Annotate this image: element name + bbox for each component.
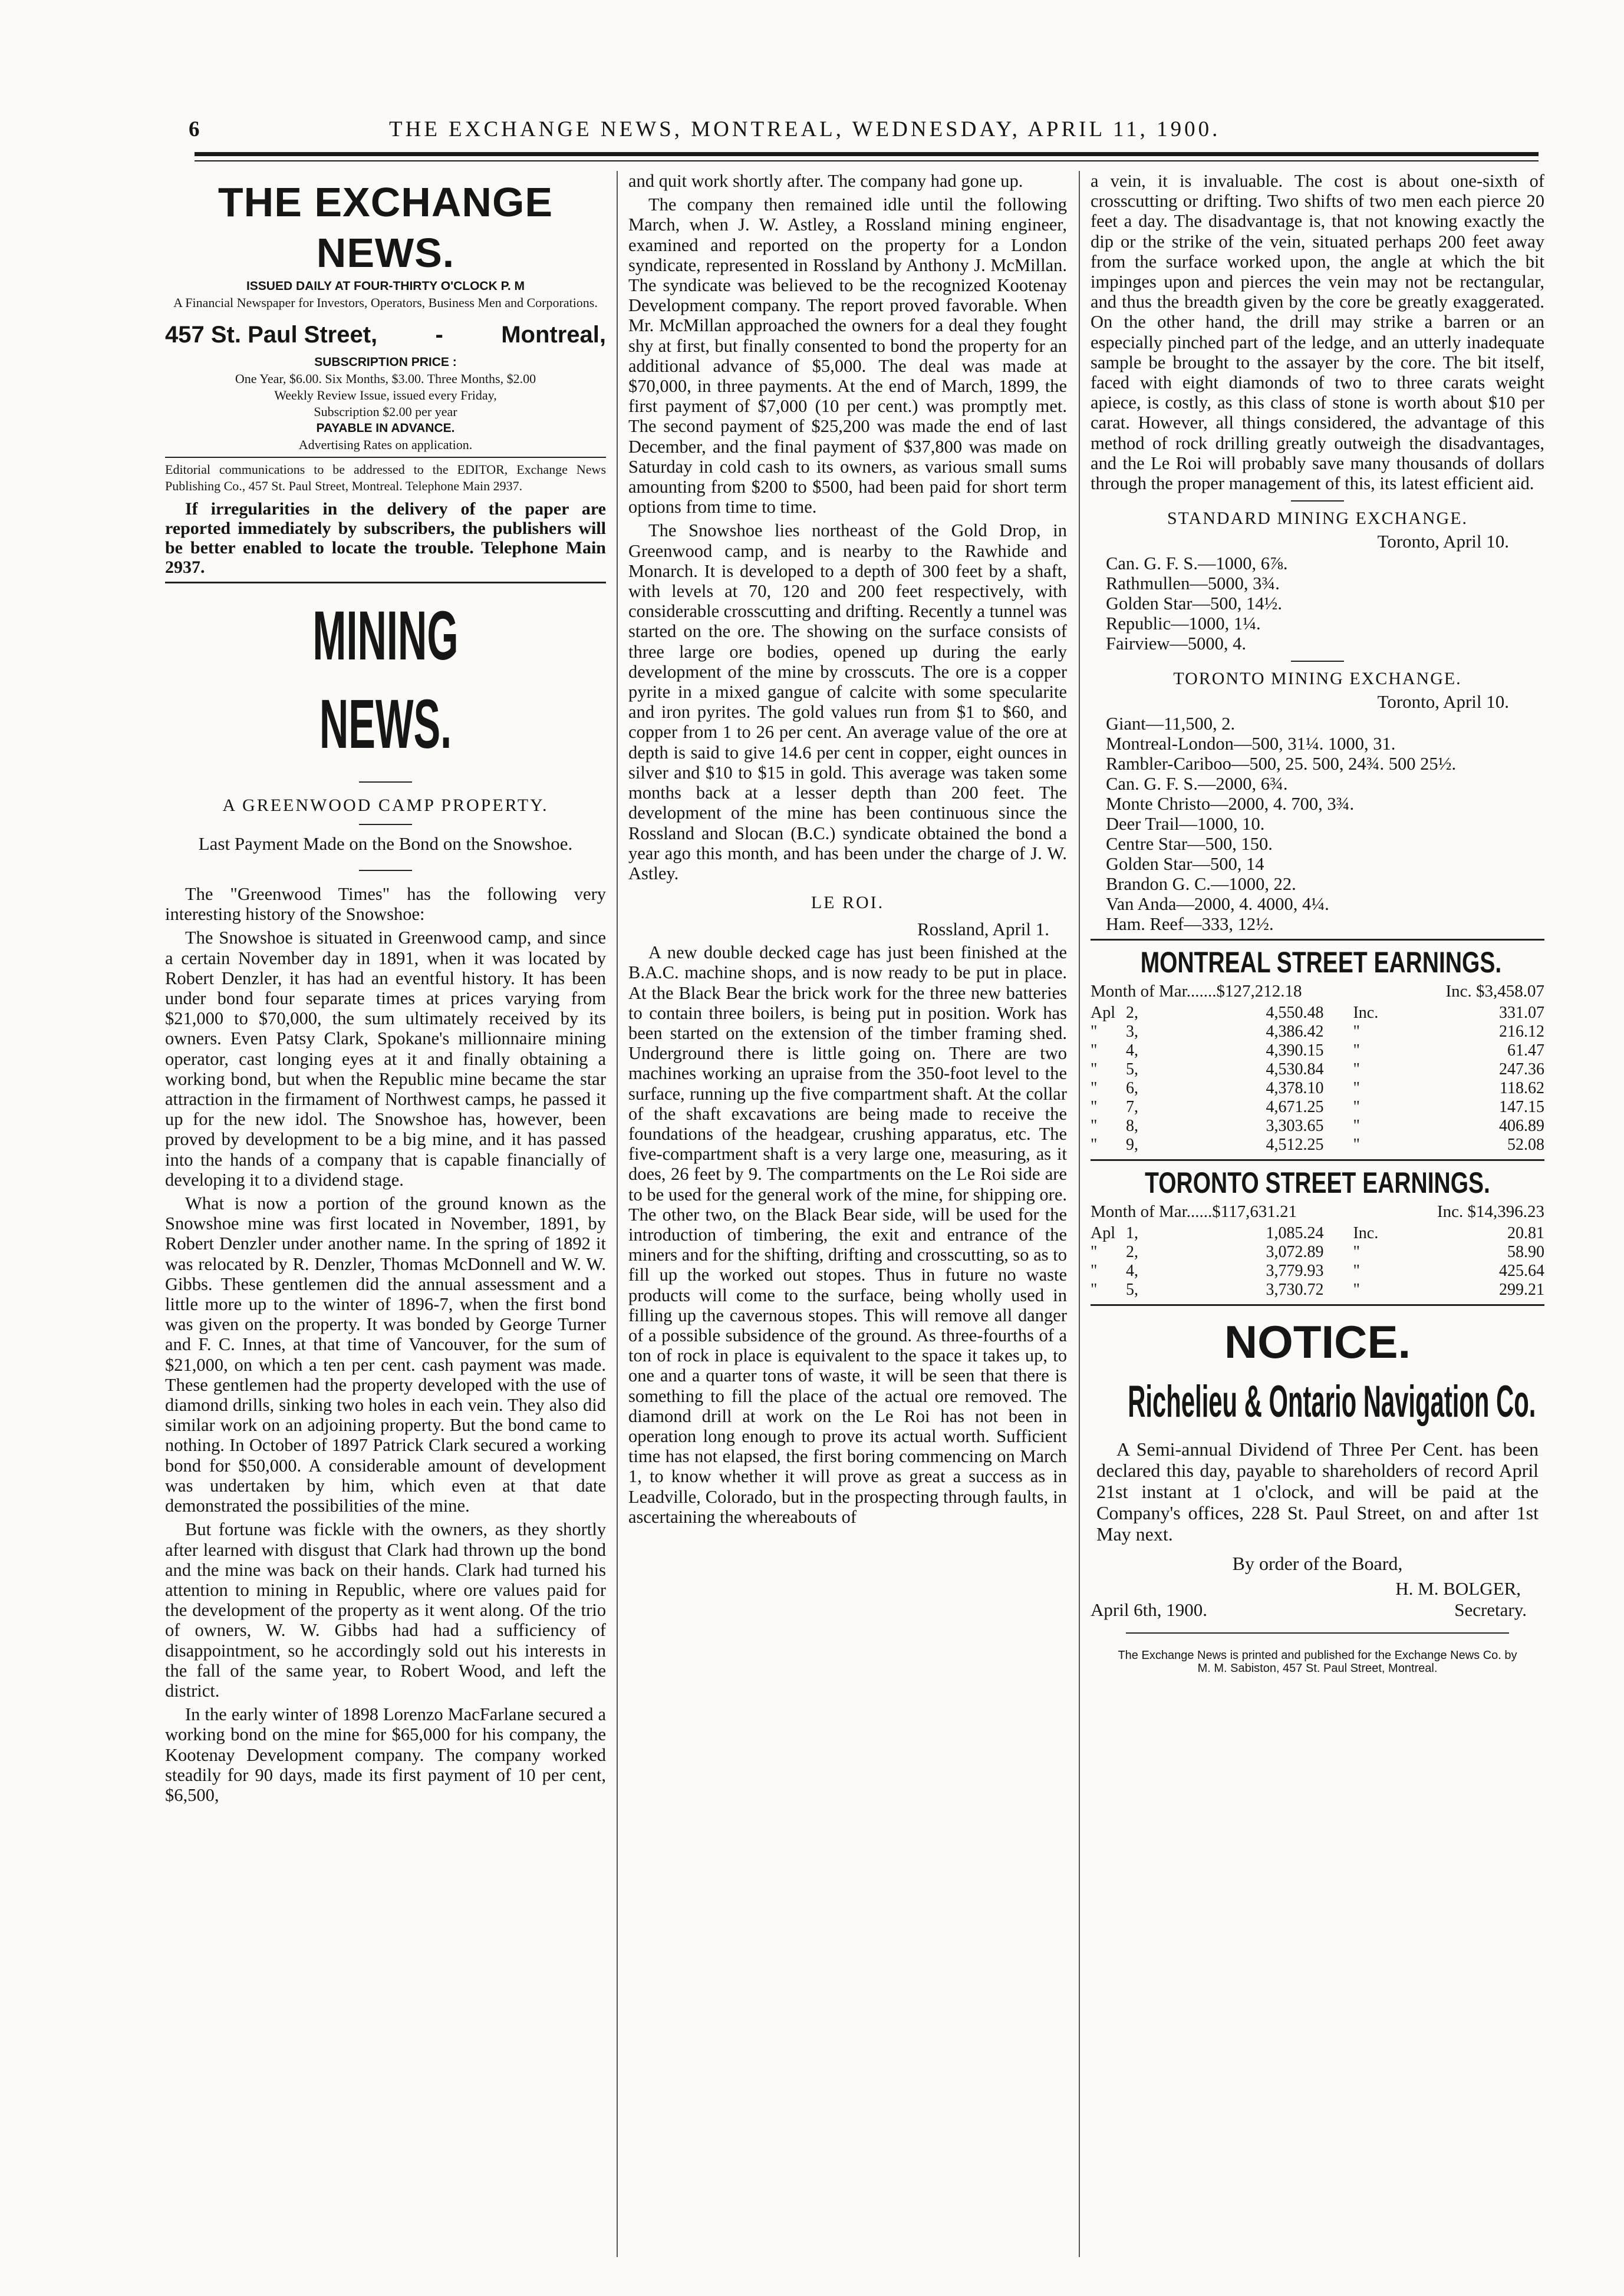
row-month: " — [1091, 1060, 1098, 1079]
row-amount: 3,303.65 — [1266, 1117, 1324, 1136]
notice-heading: NOTICE. — [1224, 1316, 1411, 1368]
earnings-row — [1091, 1281, 1544, 1299]
running-head — [177, 117, 1480, 146]
row-amount: 4,512.25 — [1266, 1136, 1324, 1154]
notice-body: A Semi-annual Dividend of Three Per Cent. has been declared this day, payable to shareholders of record April 21st instant at 1 o'clock, and will be paid at the Company's offices, 228 St. Paul Street, on and after 1st May next. — [1096, 1439, 1539, 1545]
article-paragraph: In the early winter of 1898 Lorenzo MacFarlane secured a working bond on the mine for $65,000 for his company, the Kootenay Development company. The company worked steadily for 90 days, made its first payment of 10 per cent, $6,500, — [165, 1704, 606, 1805]
quote-line: Golden Star—500, 14 — [1106, 854, 1264, 875]
short-rule — [1291, 500, 1344, 502]
notice-company: Richelieu & Ontario Navigation Co. — [1128, 1377, 1536, 1427]
irregularities-notice: If irregularities in the delivery of the paper are reported immediately by subscribers, the publishers will be better enabled to locate the trouble. Telephone Main 2937. — [165, 499, 606, 577]
montreal-earnings-month — [1091, 982, 1544, 1001]
quote-line: Fairview—5000, 4. — [1106, 634, 1247, 654]
row-month: " — [1091, 1041, 1098, 1060]
article-paragraph: But fortune was fickle with the owners, as they shortly after learned with disgust that Clark had thrown up the bond and the mine was back on their hands. Clark had turned his attention to mining in Republic, where ore values paid for the development of the property as it went along. Of the trio of owners, W. W. Gibbs had had a sufficiency of disappointment, so he accordingly sold out his interests in the fall of the same year, to Robert Wood, and left the district. — [165, 1519, 606, 1701]
column-divider — [617, 171, 618, 2257]
le-roi-dateline: Rossland, April 1. — [917, 919, 1049, 940]
le-roi-headline: LE ROI. — [811, 893, 885, 913]
row-day: 5, — [1126, 1281, 1138, 1299]
section-title-mining-news: MINING NEWS. — [312, 597, 459, 763]
row-amount: 4,390.15 — [1266, 1041, 1324, 1060]
rule — [1091, 939, 1544, 941]
montreal-earnings-table — [1091, 1004, 1544, 1154]
row-inc-label: Inc. — [1353, 1224, 1379, 1243]
row-day: 4, — [1126, 1041, 1138, 1060]
address-dash: - — [435, 322, 443, 348]
row-inc-label: " — [1353, 1136, 1360, 1154]
standard-exchange-date: Toronto, April 10. — [1377, 531, 1509, 552]
imprint: The Exchange News is printed and published for the Exchange News Co. by M. M. Sabiston, 457 St. Paul Street, Montreal. — [1118, 1649, 1517, 1675]
quote-line: Rathmullen—5000, 3¾. — [1106, 573, 1280, 594]
notice-signatory: H. M. BOLGER, — [1395, 1578, 1521, 1599]
row-month: Apl — [1091, 1224, 1115, 1243]
row-amount: 4,378.10 — [1266, 1079, 1324, 1098]
article-paragraph: What is now a portion of the ground known as the Snowshoe mine was first located in November, 1891, by Robert Denzler under another name. In the spring of 1892 it was relocated by R. Denzler, Thomas McDonnell and W. W. Gibbs. These gentlemen did the annual assessment and a little more up to the winter of 1896-7, when the first bond was given on the property. It was bonded by George Turner and F. C. Innes, at that time of Vancouver, for the sum of $21,000, on which a ten per cent. cash payment was made. These gentlemen had the property developed with the use of diamond drills, sinking two holes in each vein. They also did similar work on an adjoining property. But the bond came to nothing. In October of 1897 Patrick Clark secured a working bond for $50,000. A considerable amount of development was undertaken by him, which even at that date demonstrated the possibilities of the mine. — [165, 1193, 606, 1516]
row-amount: 4,530.84 — [1266, 1060, 1324, 1079]
row-month: " — [1091, 1136, 1098, 1154]
row-increase: 331.07 — [1499, 1004, 1544, 1022]
earnings-row — [1091, 1262, 1544, 1281]
row-increase: 20.81 — [1507, 1224, 1544, 1243]
row-amount: 1,085.24 — [1266, 1224, 1324, 1243]
row-increase: 425.64 — [1499, 1262, 1544, 1281]
column-2 — [628, 171, 1067, 2263]
row-increase: 247.36 — [1499, 1060, 1544, 1079]
row-inc-label: Inc. — [1353, 1004, 1379, 1022]
article-paragraph: The Snowshoe is situated in Greenwood camp, and since a certain November day in 1891, when it was located by Robert Denzler, it has had an eventful history. It has been under bond four separate times at prices varying from $21,000 to $70,000, the sum ultimately received by its owners. Even Patsy Clark, Spokane's millionnaire mining operator, cast longing eyes at it and finally obtaining a working bond, but when the Republic mine became the star attraction in the firmament of Northwest camps, he passed it up for the new idol. The Snowshoe has, however, been proved by development to be a big mine, and it has passed into the hands of a company that is capable financially of developing it to a dividend stage. — [165, 928, 606, 1190]
quote-line: Can. G. F. S.—1000, 6⅞. — [1106, 553, 1288, 574]
rule — [1126, 1632, 1509, 1634]
toronto-exchange-title: TORONTO MINING EXCHANGE. — [1173, 669, 1462, 689]
toronto-earnings-title: TORONTO STREET EARNINGS. — [1145, 1166, 1490, 1200]
row-day: 6, — [1126, 1079, 1138, 1098]
row-day: 9, — [1126, 1136, 1138, 1154]
subscription-prices: One Year, $6.00. Six Months, $3.00. Three Months, $2.00 — [235, 371, 536, 386]
quote-line: Deer Trail—1000, 10. — [1106, 814, 1265, 834]
row-inc-label: " — [1353, 1079, 1360, 1098]
article-headline: A GREENWOOD CAMP PROPERTY. — [222, 796, 549, 815]
row-amount: 4,550.48 — [1266, 1004, 1324, 1022]
row-increase: 216.12 — [1499, 1022, 1544, 1041]
running-title: THE EXCHANGE NEWS, MONTREAL, WEDNESDAY, APRIL 11, 1900. — [389, 117, 1221, 141]
quote-line: Brandon G. C.—1000, 22. — [1106, 874, 1296, 895]
article-paragraph: A new double decked cage has just been finished at the B.A.C. machine shops, and is now ready to be put in place. At the Black Bear the brick work for the three new batteries to contain three boilers, is being put in position. Work has been started on the extension of the timber framing shed. Underground there is little going on. There are two machines working an upraise from the 350-foot level to the surface, running up the five compartment shaft. At the collar of the shaft excavations are being made to receive the foundations of the headgear, crushing apparatus, etc. The five-compartment shaft is a very large one, measuring, as it does, 26 feet by 9. The compartments on the Le Roi side are to be used for the general work of the mine, for shipping ore. The other two, on the Black Bear side, will be used for the introduction of timbering, the exit and entrance of the miners and for the shifting, drifting and crosscutting, so as to fill up the worked out stopes. Thus in future no waste products will come to the surface, being wholly used in filling up the cavernous stopes. This will remove all danger of a possible subsidence of the ground. As three-fourths of a ton of rock in place is equivalent to the space it takes up, to one and a quarter tons of waste, it will be seen that there is something to fill the place of the actual ore removed. The diamond drill at work on the Le Roi has not been in operation long enough to prove its actual worth. Sufficient time has not elapsed, the first boring commencing on March 1, to know whether it will prove as great a success as in Leadville, Colorado, but in the prospecting through faults, in ascertaining the whereabouts of — [628, 942, 1067, 1527]
page-number: 6 — [189, 117, 203, 141]
quote-line: Rambler-Cariboo—500, 25. 500, 24¾. 500 25½. — [1106, 754, 1457, 774]
row-day: 4, — [1126, 1262, 1138, 1281]
row-amount: 3,072.89 — [1266, 1243, 1324, 1262]
rule — [165, 582, 606, 583]
earnings-row — [1091, 1079, 1544, 1098]
row-increase: 52.08 — [1507, 1136, 1544, 1154]
article-paragraph: The company then remained idle until the following March, when J. W. Astley, a Rossland mining engineer, examined and reported on the property for a London syndicate, represented in Rossland by Anthony J. McMillan. The syndicate was believed to be the recognized Kootenay Development company. The report proved favorable. When Mr. McMillan approached the owners for a deal they fought shy at first, but finally consented to bond the property for an additional advance of $5,000. The deal was made at $70,000, in three payments. At the end of March, 1899, the first payment of $7,000 (10 per cent.) was promptly met. The second payment of $25,200 was made the end of last December, and the final payment of $37,800 was made on Saturday in cold cash to its owners, as various small sums amounting from $200 to $500, had been paid for short term options from time to time. — [628, 194, 1067, 517]
masthead-description: A Financial Newspaper for Investors, Operators, Business Men and Corporations. — [173, 295, 598, 310]
row-inc-label: " — [1353, 1117, 1360, 1136]
row-increase: 299.21 — [1499, 1281, 1544, 1299]
row-amount: 4,386.42 — [1266, 1022, 1324, 1041]
quote-line: Monte Christo—2000, 4. 700, 3¾. — [1106, 794, 1355, 814]
short-rule — [359, 870, 412, 871]
row-inc-label: " — [1353, 1243, 1360, 1262]
row-month: Apl — [1091, 1004, 1115, 1022]
short-rule — [359, 781, 412, 783]
masthead-address — [165, 322, 606, 348]
earnings-row — [1091, 1117, 1544, 1136]
toronto-earnings-month — [1091, 1202, 1544, 1222]
toronto-exchange-quotes — [1091, 714, 1544, 934]
row-month: " — [1091, 1022, 1098, 1041]
quote-line: Republic—1000, 1¼. — [1106, 613, 1261, 634]
payable-notice: PAYABLE IN ADVANCE. — [316, 421, 455, 435]
row-increase: 58.90 — [1507, 1243, 1544, 1262]
row-day: 3, — [1126, 1022, 1138, 1041]
header-rule-thin — [195, 160, 1539, 161]
earnings-row — [1091, 1098, 1544, 1117]
masthead-title: THE EXCHANGE NEWS. — [218, 179, 554, 276]
quote-line: Montreal-London—500, 31¼. 1000, 31. — [1106, 734, 1396, 754]
weekly-price: Subscription $2.00 per year — [314, 404, 457, 419]
article-subhead: Last Payment Made on the Bond on the Snowshoe. — [198, 833, 573, 854]
earnings-row — [1091, 1243, 1544, 1262]
rule — [1091, 1304, 1544, 1306]
row-inc-label: " — [1353, 1022, 1360, 1041]
row-day: 5, — [1126, 1060, 1138, 1079]
month-increase: Inc. $3,458.07 — [1445, 982, 1544, 1001]
notice-signature-row — [1091, 1599, 1527, 1621]
earnings-row — [1091, 1004, 1544, 1022]
toronto-exchange-date: Toronto, April 10. — [1377, 691, 1509, 712]
earnings-row — [1091, 1022, 1544, 1041]
weekly-issue: Weekly Review Issue, issued every Friday, — [274, 388, 497, 403]
toronto-earnings-table — [1091, 1224, 1544, 1299]
quote-line: Can. G. F. S.—2000, 6¾. — [1106, 774, 1288, 794]
row-month: " — [1091, 1098, 1098, 1117]
quote-line: Giant—11,500, 2. — [1106, 714, 1236, 734]
subscription-label: SUBSCRIPTION PRICE : — [314, 355, 457, 369]
quote-line: Van Anda—2000, 4. 4000, 4¼. — [1106, 894, 1329, 915]
row-month: " — [1091, 1243, 1098, 1262]
column-3 — [1091, 171, 1544, 2263]
masthead-issued: ISSUED DAILY AT FOUR-THIRTY O'CLOCK P. M — [246, 279, 525, 293]
row-day: 7, — [1126, 1098, 1138, 1117]
row-increase: 61.47 — [1507, 1041, 1544, 1060]
row-month: " — [1091, 1079, 1098, 1098]
row-inc-label: " — [1353, 1060, 1360, 1079]
row-increase: 406.89 — [1499, 1117, 1544, 1136]
column-divider — [1079, 171, 1080, 2257]
month-total: Month of Mar......$117,631.21 — [1091, 1202, 1297, 1222]
editorial-note: Editorial communications to be addressed to the EDITOR, Exchange News Publishing Co., 457 St. Paul Street, Montreal. Telephone Main 2937. — [165, 462, 606, 493]
article-paragraph: The Snowshoe lies northeast of the Gold Drop, in Greenwood camp, and is nearby to the Rawhide and Monarch. It is developed to a depth of 300 feet by a shaft, with levels at 70, 120 and 200 feet respectively, with considerable crosscutting and drifting. Recently a tunnel was started on the ore. The showing on the surface consists of three large ore bodies, opened up during the early development of the mine by crosscuts. The ore is a copper pyrite in a mixed gangue of calcite with some specularite and iron pyrites. The gold values run from $1 to $60, and copper from 1 to 26 per cent. An average value of the ore at depth is said to give 14.6 per cent in copper, eight ounces in silver and $10 to $15 in gold. This average was taken some months back at a lesser depth than 200 feet. The development of the mine has been continuous since the Rossland and Slocan (B.C.) syndicate obtained the bond a year ago this month, and has been under the charge of J. W. Astley. — [628, 520, 1067, 883]
quote-line: Ham. Reef—333, 12½. — [1106, 914, 1274, 935]
row-amount: 3,779.93 — [1266, 1262, 1324, 1281]
standard-exchange-title: STANDARD MINING EXCHANGE. — [1167, 509, 1468, 529]
advertising-rates: Advertising Rates on application. — [298, 437, 473, 452]
row-month: " — [1091, 1117, 1098, 1136]
address-street: 457 St. Paul Street, — [165, 322, 378, 348]
quote-line: Centre Star—500, 150. — [1106, 834, 1273, 855]
column-1 — [165, 171, 606, 2269]
article-paragraph: The "Greenwood Times" has the following very interesting history of the Snowshoe: — [165, 884, 606, 925]
earnings-row — [1091, 1041, 1544, 1060]
address-city: Montreal, — [501, 322, 606, 348]
row-day: 2, — [1126, 1004, 1138, 1022]
row-day: 2, — [1126, 1243, 1138, 1262]
row-increase: 118.62 — [1500, 1079, 1544, 1098]
short-rule — [1291, 661, 1344, 662]
header-rule — [195, 152, 1539, 156]
row-day: 1, — [1126, 1224, 1138, 1243]
quote-line: Golden Star—500, 14½. — [1106, 593, 1283, 614]
row-increase: 147.15 — [1499, 1098, 1544, 1117]
rule — [165, 457, 606, 458]
earnings-row — [1091, 1060, 1544, 1079]
row-amount: 4,671.25 — [1266, 1098, 1324, 1117]
row-month: " — [1091, 1262, 1098, 1281]
notice-date: April 6th, 1900. — [1091, 1599, 1208, 1621]
row-month: " — [1091, 1281, 1098, 1299]
row-amount: 3,730.72 — [1266, 1281, 1324, 1299]
rule — [1091, 1159, 1544, 1161]
notice-role: Secretary. — [1454, 1599, 1527, 1621]
row-day: 8, — [1126, 1117, 1138, 1136]
montreal-earnings-title: MONTREAL STREET EARNINGS. — [1140, 946, 1502, 979]
article-paragraph: a vein, it is invaluable. The cost is about one-sixth of crosscutting or drifting. Two shifts of two men each pierce 20 feet a day. The disadvantage is, that not knowing exactly the dip or the strike of the vein, situated perhaps 200 feet away from the surface worked upon, the angle at which the bit impinges upon and pierces the vein may not be rectangular, and thus the breadth given by the core be greatly exaggerated. On the other hand, the drill may strike a barren or an especially pinched part of the ledge, and an utterly inadequate sample be brought to the assayer by the core. The bit itself, faced with eight diamonds of two to three carats weight apiece, is costly, as this class of stone is worth about $10 per carat. However, all things considered, the advantage of this method of rock drilling greatly outweigh the disadvantages, and the Le Roi will probably save many thousands of dollars through the proper management of this, its latest efficient aid. — [1091, 171, 1544, 494]
earnings-row — [1091, 1224, 1544, 1243]
row-inc-label: " — [1353, 1281, 1360, 1299]
row-inc-label: " — [1353, 1098, 1360, 1117]
earnings-row — [1091, 1136, 1544, 1154]
row-inc-label: " — [1353, 1041, 1360, 1060]
month-total: Month of Mar.......$127,212.18 — [1091, 982, 1302, 1001]
notice-order: By order of the Board, — [1232, 1553, 1403, 1575]
month-increase: Inc. $14,396.23 — [1437, 1202, 1544, 1222]
article-paragraph: and quit work shortly after. The company had gone up. — [628, 171, 1023, 191]
standard-exchange-quotes — [1091, 553, 1544, 654]
row-inc-label: " — [1353, 1262, 1360, 1281]
short-rule — [359, 824, 412, 825]
